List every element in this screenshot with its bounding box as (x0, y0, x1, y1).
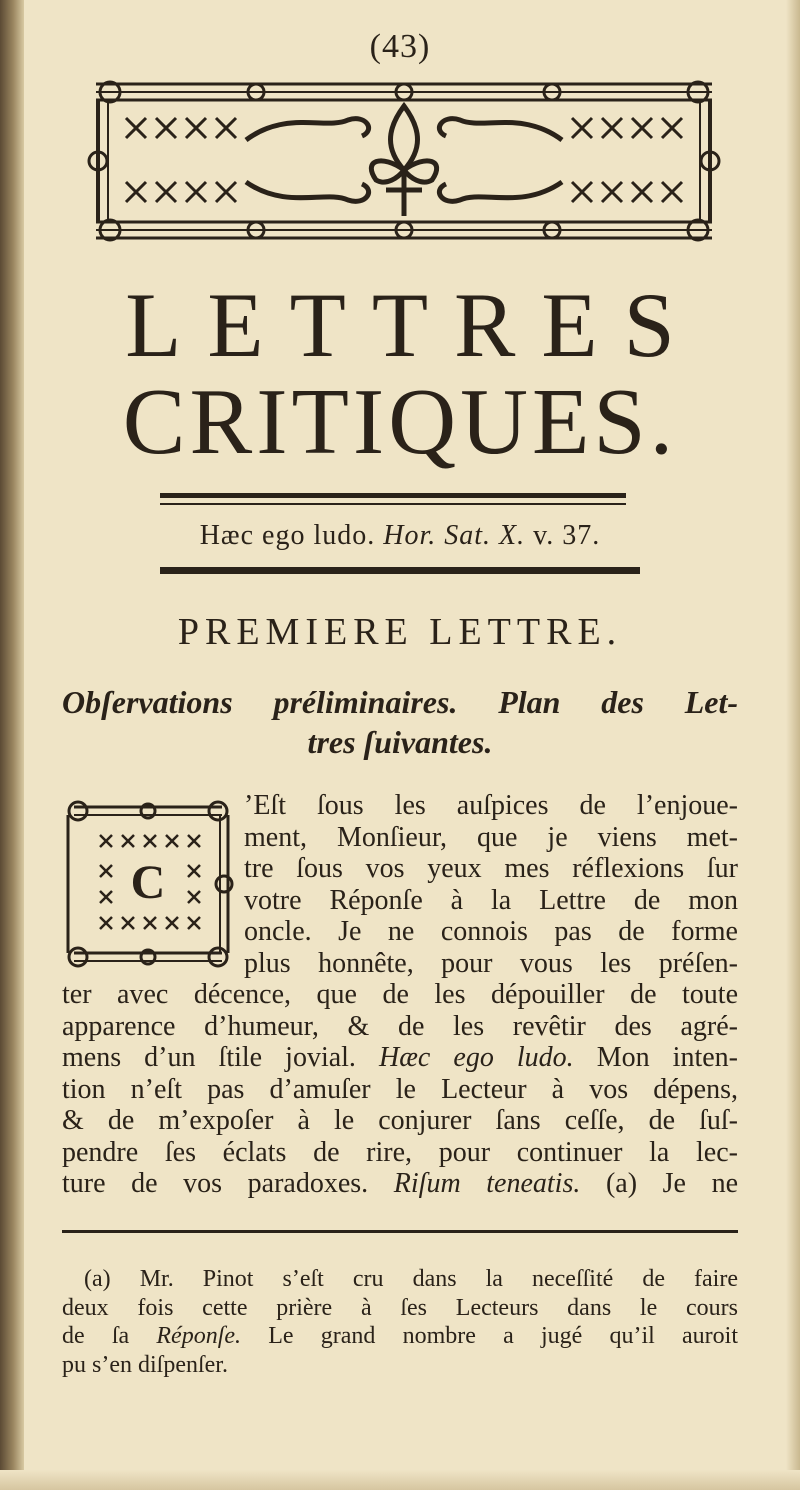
epigraph-source: Hor. Sat. X. (383, 520, 526, 551)
body-line-9 (62, 1042, 738, 1074)
epigraph-quote: Hæc ego ludo. (199, 520, 376, 551)
body-line-7: ter avec décence, que de les dépouiller de toute (62, 979, 738, 1010)
body-line-4: votre Réponſe à la Lettre de mon (244, 884, 738, 916)
body-line-10: tion n’eſt pas d’amuſer le Lecteur à vos dépens, (62, 1073, 738, 1105)
body-line-12: pendre ſes éclats de rire, pour continuer la lec- (62, 1136, 738, 1168)
footnote-line-4: pu s’en diſpenſer. (62, 1351, 228, 1378)
body-indented (244, 790, 738, 979)
title-lettres: LETTRES (125, 274, 701, 376)
title-rule-top-thin (160, 503, 626, 505)
body-line-9-quote: Hæc ego ludo. (379, 1042, 574, 1073)
book-spine-shadow (0, 0, 24, 1490)
footnote-rule (62, 1230, 738, 1233)
title-rule-top (160, 493, 626, 498)
footnote-line-3-title: Réponſe. (156, 1323, 242, 1349)
letter-heading: PREMIERE LETTRE. (177, 611, 623, 653)
footnote-line-1: (a) Mr. Pinot s’eſt cru dans la neceſſité de faire (84, 1266, 738, 1292)
subtitle-line-2: tres ſuivantes. (307, 724, 493, 760)
body-line-13-a: ture de vos paradoxes. (62, 1168, 369, 1199)
ornament-headpiece (86, 70, 722, 252)
body-line-1: ’Eſt ſous les auſpices de l’enjoue- (244, 790, 738, 821)
body-line-13 (62, 1168, 738, 1200)
title-critiques: CRITIQUES. (122, 370, 678, 474)
body-line-11: & de m’expoſer à le conjurer ſans ceſſe, de ſuſ- (62, 1105, 738, 1136)
body-line-3: tre ſous vos yeux mes réflexions ſur (244, 853, 738, 884)
footnote-line-3 (62, 1322, 738, 1351)
drop-cap-ornament (60, 795, 236, 975)
drop-cap-letter: C (130, 856, 166, 909)
footnote-line-3-a: de ſa (62, 1323, 130, 1349)
page-edge-right (786, 0, 800, 1490)
body-full (62, 979, 738, 1200)
page-number: (43) (369, 28, 431, 65)
footnote (62, 1265, 738, 1379)
footnote-line-3-b: Le grand nombre a jugé qu’il auroit (268, 1323, 738, 1349)
letter-subtitle (62, 682, 738, 762)
body-line-8: apparence d’humeur, & de les revêtir des agré- (62, 1010, 738, 1042)
body-line-9-a: mens d’un ſtile jovial. (62, 1042, 356, 1073)
subtitle-line-1: Obſervations préliminaires. Plan des Let- (62, 684, 738, 720)
body-line-5: oncle. Je ne connois pas de forme (244, 916, 738, 947)
body-line-9-b: Mon inten- (596, 1042, 738, 1073)
page-edge-bottom (0, 1470, 800, 1490)
footnote-line-2: deux fois cette prière à ſes Lecteurs dans le cours (62, 1294, 738, 1321)
epigraph-verse: v. 37. (533, 520, 601, 551)
body-line-13-quote: Riſum teneatis. (393, 1168, 581, 1199)
epigraph (0, 520, 800, 552)
body-line-6: plus honnête, pour vous les préſen- (244, 947, 738, 979)
body-line-2: ment, Monſieur, que je viens met- (244, 821, 738, 853)
body-line-13-b: (a) Je ne (605, 1168, 739, 1199)
epigraph-rule (160, 567, 640, 574)
